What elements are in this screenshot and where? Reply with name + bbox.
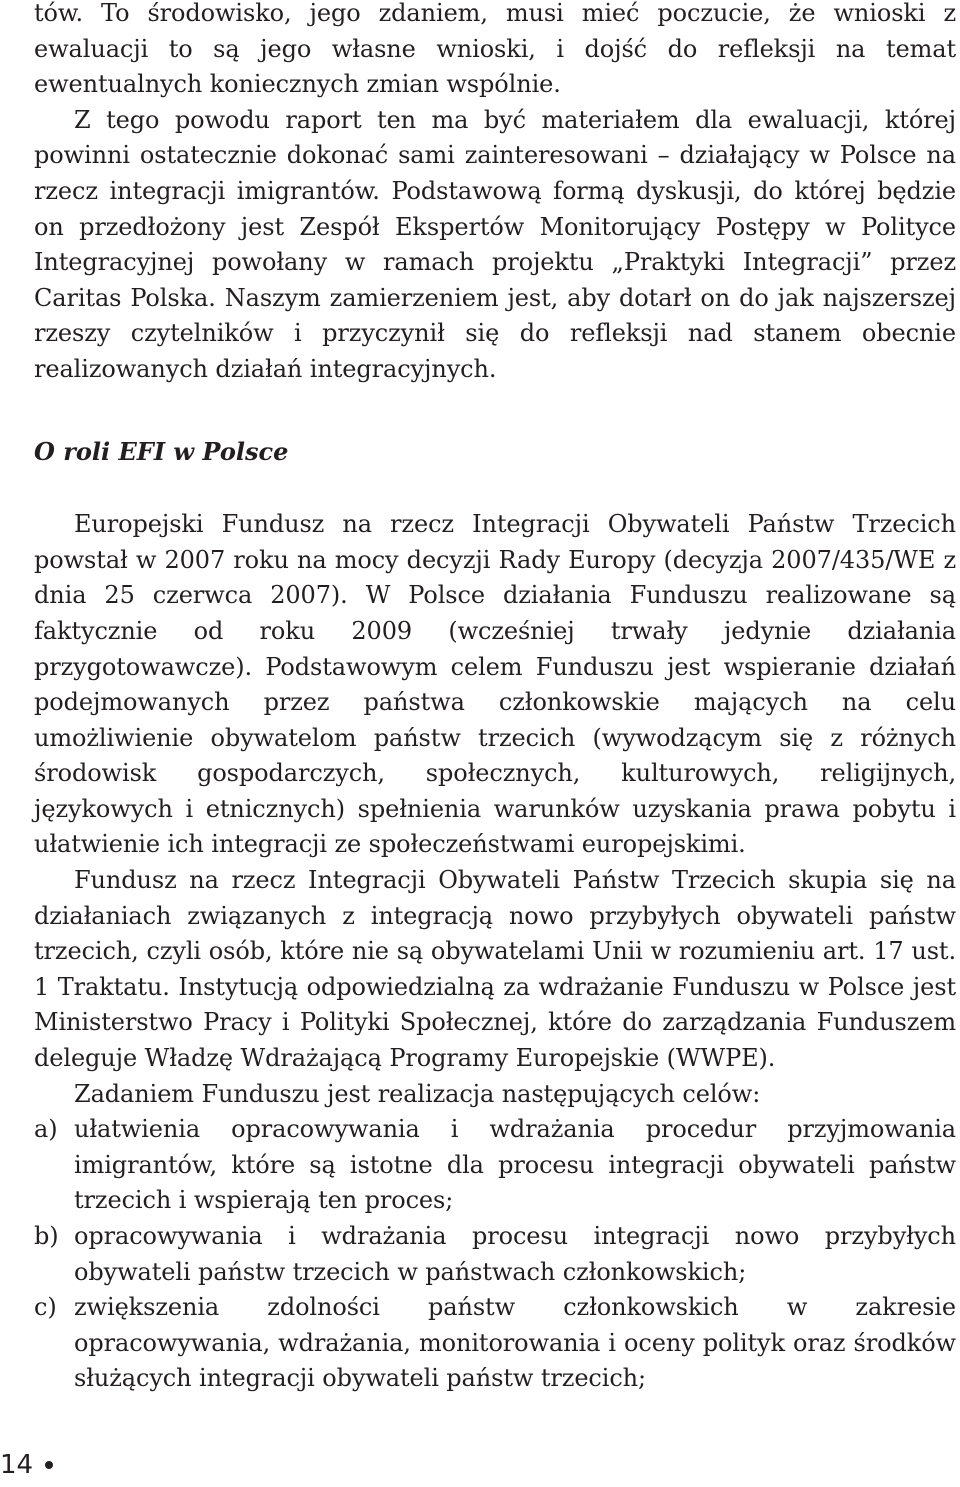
list-item-text: opracowywania i wdrażania procesu integracji nowo przybyłych obywateli państw trzecich w państwach członkowskich;	[74, 1222, 956, 1286]
paragraph-4: Fundusz na rzecz Integracji Obywateli Państw Trzecich skupia się na działaniach związanych z integracją nowo przybyłych obywateli państw trzecich, czyli osób, które nie są obywatelami Unii w rozumieniu art. 17 ust. 1 Traktatu. Instytucją odpowiedzialną za wdrażanie Funduszu w Polsce jest Ministerstwo Pracy i Polityki Społecznej, które do zarządzania Funduszem deleguje Władzę Wdrażającą Programy Europejskie (WWPE).	[34, 866, 956, 1073]
list-marker: a)	[34, 1115, 58, 1144]
document-page	[34, 0, 956, 1397]
goals-list	[34, 1112, 956, 1397]
list-item	[34, 1290, 956, 1397]
page-footer	[0, 1450, 53, 1480]
list-marker: b)	[34, 1222, 59, 1250]
list-item	[34, 1112, 956, 1219]
page-number: 14	[0, 1450, 34, 1480]
paragraph-3: Europejski Fundusz na rzecz Integracji Obywateli Państw Trzecich powstał w 2007 roku na mocy decyzji Rady Europy (decyzja 2007/435/WE z dnia 25 czerwca 2007). W Polsce działania Funduszu realizowane są faktycznie od roku 2009 (wcześniej trwały jedynie działania przygotowawcze). Podstawowym celem Funduszu jest wspieranie działań podejmowanych przez państwa członkowskie mających na celu umożliwienie obywatelom państw trzecich (wywodzącym się z różnych środowisk gospodarczych, społecznych, kulturowych, religijnych, językowych i etnicznych) spełnienia warunków uzyskania prawa pobytu i ułatwienie ich integracji ze społeczeństwami europejskimi.	[34, 510, 956, 859]
list-marker: c)	[34, 1293, 57, 1322]
paragraph-2: Z tego powodu raport ten ma być materiałem dla ewaluacji, której powinni ostatecznie dokonać sami zainteresowani – działający w Polsce na rzecz integracji imigrantów. Podstawową formą dyskusji, do której będzie on przedłożony jest Zespół Ekspertów Monitorujący Postępy w Polityce Integracyjnej powołany w ramach projektu „Praktyki Integracji” przez Caritas Polska. Naszym zamierzeniem jest, aby dotarł on do jak najszerszej rzeszy czytelników i przyczynił się do refleksji nad stanem obecnie realizowanych działań integracyjnych.	[34, 105, 956, 383]
bullet-icon	[45, 1461, 53, 1469]
list-item-text: ułatwienia opracowywania i wdrażania procedur przyjmowania imigrantów, które są istotne dla procesu integracji obywateli państw trzecich i wspierają ten proces;	[74, 1115, 956, 1215]
list-item-text: zwiększenia zdolności państw członkowskich w zakresie opracowywania, wdrażania, monitorowania i oceny polityk oraz środków służących integracji obywateli państw trzecich;	[74, 1293, 956, 1393]
paragraph-1: tów. To środowisko, jego zdaniem, musi mieć poczucie, że wnioski z ewaluacji to są jego własne wnioski, i dojść do refleksji na temat ewentualnych koniecznych zmian wspólnie.	[34, 0, 956, 99]
section-heading: O roli EFI w Polsce	[34, 436, 289, 466]
paragraph-5: Zadaniem Funduszu jest realizacja następujących celów:	[74, 1079, 761, 1108]
list-item	[34, 1219, 956, 1290]
